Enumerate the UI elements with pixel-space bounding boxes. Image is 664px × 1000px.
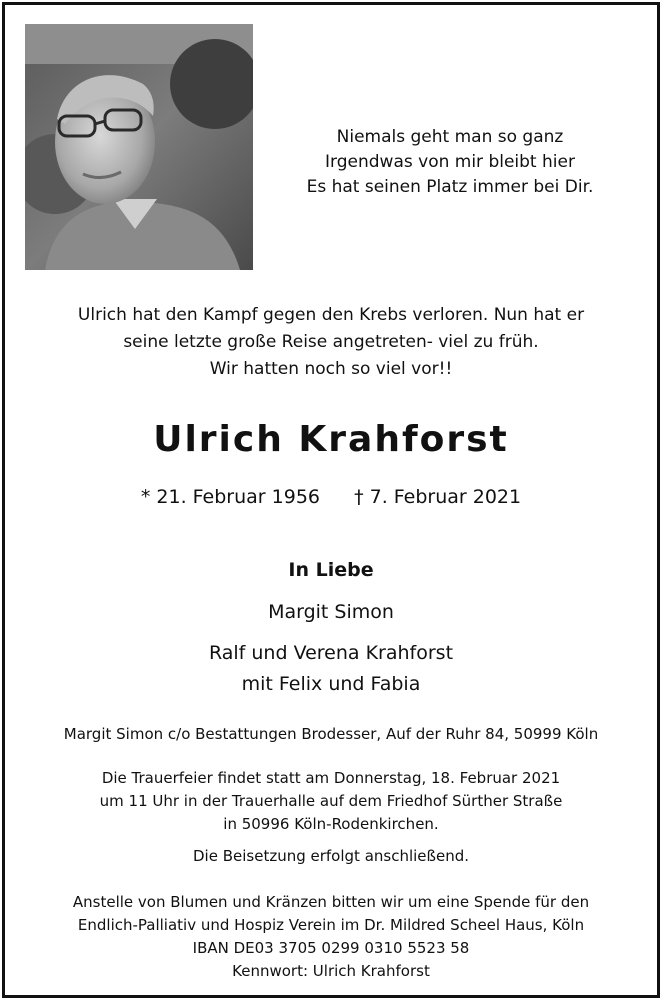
deceased-name: Ulrich Krahforst (153, 419, 509, 460)
ceremony-line: in 50996 Köln-Rodenkirchen. (223, 815, 439, 833)
family-heading: In Liebe (288, 559, 374, 581)
contact-address: Margit Simon c/o Bestattungen Brodesser, Auf der Ruhr 84, 50999 Köln (63, 725, 599, 743)
obituary-frame (2, 2, 660, 998)
verse-line: Irgendwas von mir bleibt hier (325, 152, 575, 172)
intro-line: seine letzte große Reise angetreten- viel zu früh. (123, 332, 539, 352)
donation-line: Anstelle von Blumen und Kränzen bitten wir um eine Spende für den (72, 893, 590, 911)
portrait-photo (25, 24, 253, 270)
portrait-illustration (25, 24, 253, 270)
intro-line: Wir hatten noch so viel vor!! (209, 359, 453, 379)
verse-line: Niemals geht man so ganz (336, 127, 564, 147)
burial-info: Die Beisetzung erfolgt anschließend. (193, 847, 469, 865)
death-date: † 7. Februar 2021 (354, 486, 522, 508)
donation-line: Endlich-Palliativ und Hospiz Verein im Dr. Mildred Scheel Haus, Köln (77, 916, 585, 934)
donation-info (5, 891, 657, 983)
family-member: Margit Simon (268, 601, 394, 623)
family-member: Ralf und Verena Krahforst (208, 642, 454, 664)
ceremony-info (5, 767, 657, 836)
family-members (5, 597, 657, 700)
ceremony-line: Die Trauerfeier findet statt am Donnerstag, 18. Februar 2021 (101, 769, 561, 787)
family-member: mit Felix und Fabia (241, 673, 421, 695)
intro-text (5, 302, 657, 383)
donation-keyword: Kennwort: Ulrich Krahforst (232, 962, 430, 980)
donation-iban: IBAN DE03 3705 0299 0310 5523 58 (192, 939, 470, 957)
ceremony-line: um 11 Uhr in der Trauerhalle auf dem Friedhof Sürther Straße (99, 792, 563, 810)
verse-line: Es hat seinen Platz immer bei Dir. (306, 177, 594, 197)
memorial-verse (265, 125, 635, 200)
birth-date: * 21. Februar 1956 (140, 486, 321, 508)
intro-line: Ulrich hat den Kampf gegen den Krebs verloren. Nun hat er (77, 305, 585, 325)
life-dates (5, 486, 657, 508)
